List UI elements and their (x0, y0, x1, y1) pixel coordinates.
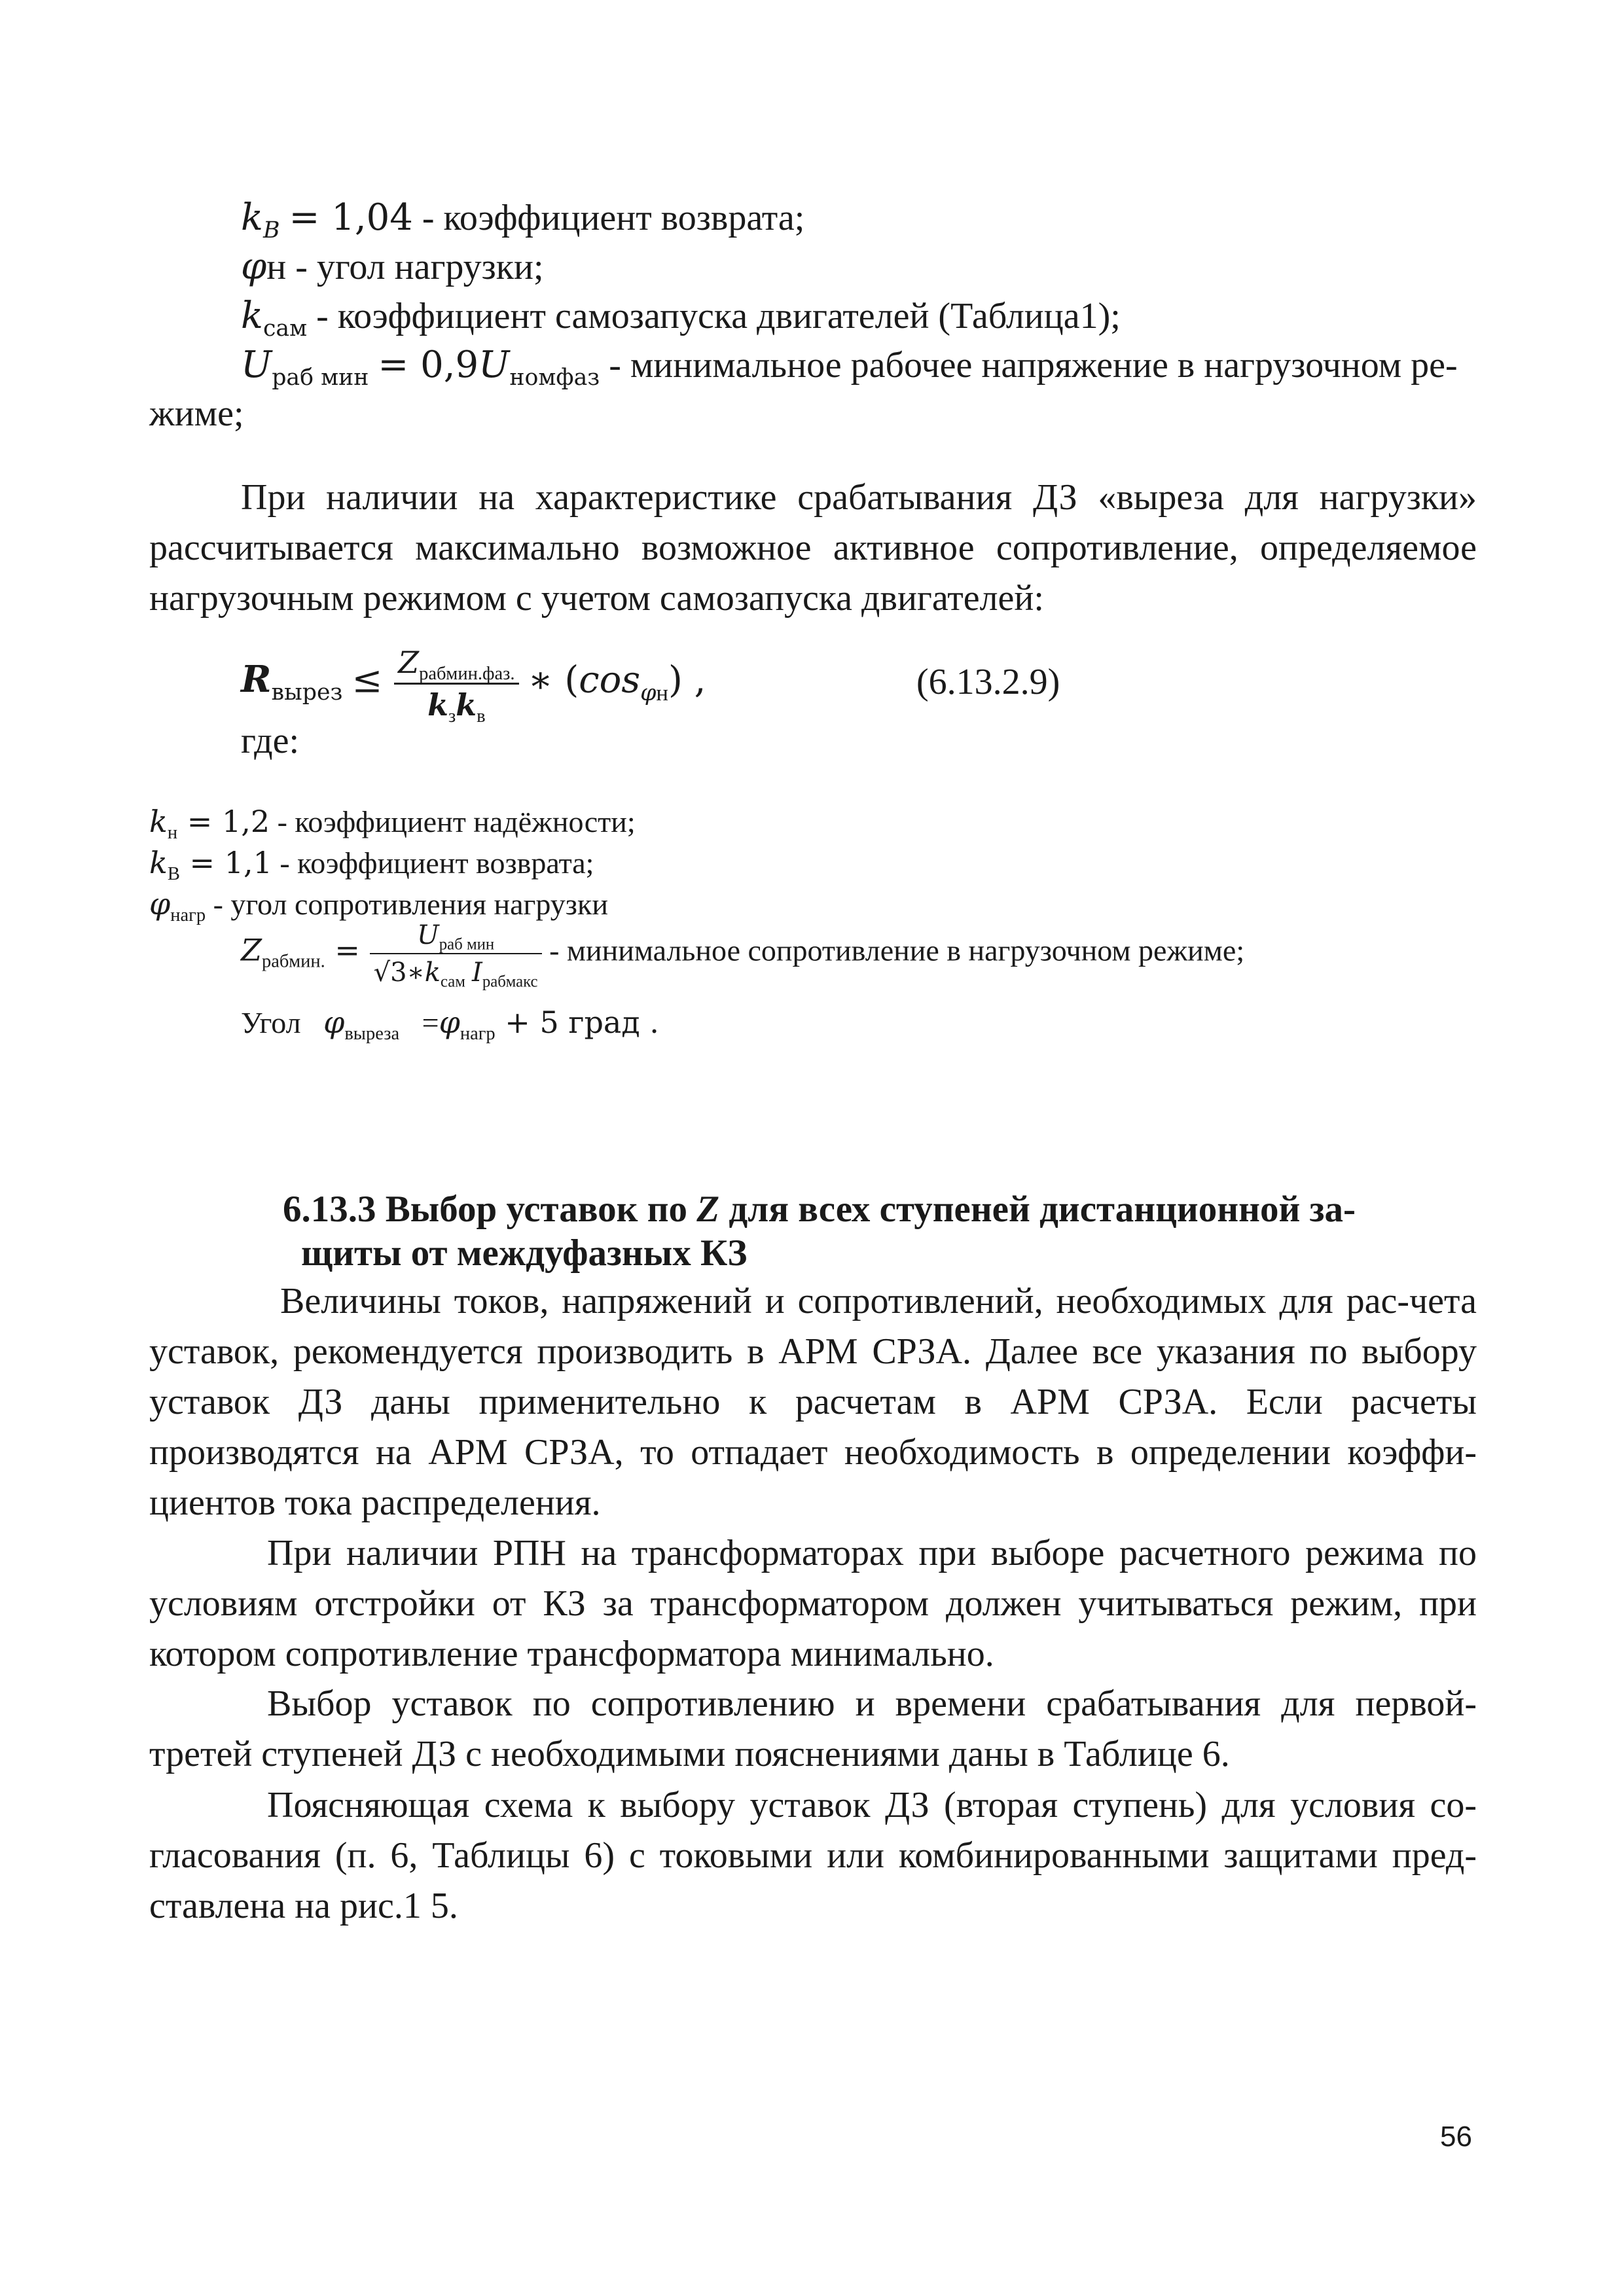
z-min-fraction: $\frac{U_{раб мин}}{√3∗k_{сам} I_{рабмакс}}$ (370, 920, 542, 988)
u-value: 0,9 (420, 344, 479, 386)
def-z-min: $Z_{рабмин.}$ = $\frac{U_{раб мин}}{√3∗k_{сам} I_{рабмакс}}$ - минимальное сопротивление в нагрузочном режиме; (241, 920, 1245, 991)
section-paragraph-1: Величины токов, напряжений и сопротивлений, необходимых для рас-чета уставок, рекомендуется производить в АРМ СРЗА. Далее все указания по выбору уставок ДЗ даны применительно к расчетам в АРМ СРЗА. Если расчеты производятся на АРМ СРЗА, то отпадает необходимость в определении коэффи-циентов тока распределения. (149, 1281, 1477, 1523)
u-desc: - минимальное рабочее напряжение в нагрузочном ре- (600, 345, 1458, 386)
intro-paragraph: При наличии на характеристике срабатывания ДЗ «выреза для нагрузки» рассчитывается максимально возможное активное сопротивление, определяемое нагрузочным режимом с учетом самозапуска двигателей: (149, 477, 1477, 619)
formula-fraction: $\frac{Z_{рабмин.фаз.}}{k_зk_в}$ (394, 645, 518, 723)
def-kv: $k_В = 1,1$ - коэффициент возврата; (149, 845, 594, 884)
phi-desc: - угол нагрузки; (286, 247, 544, 287)
formula-where: где: (241, 721, 300, 761)
def-kb: $k_B = 1,04$ - коэффициент возврата; (241, 196, 805, 244)
kb-desc: - коэффициент возврата; (412, 198, 805, 238)
def-phi: φн - угол нагрузки; (241, 245, 544, 288)
kb-symbol: $k_B$ (241, 196, 280, 244)
def-ksam (241, 295, 1121, 342)
kb-value: 1,04 (331, 196, 413, 239)
section-paragraph-4: Поясняющая схема к выбору уставок ДЗ (вторая ступень) для условия со-гласования (п. 6, Таблицы 6) с токовыми или комбинированными защитами пред-ставлена на рис.1 5. (149, 1785, 1477, 1926)
formula-r-symbol: $R_{вырез}$ (241, 658, 343, 706)
def-u-cont: жиме; (149, 393, 244, 434)
u-symbol: $U_{раб мин}$ (241, 344, 369, 391)
section-paragraph-2: При наличии РПН на трансформаторах при выборе расчетного режима по условиям отстройки от КЗ за трансформатором должен учитываться режим, при котором сопротивление трансформатора минимально. (149, 1533, 1477, 1674)
ksam-symbol: $k_{сам}$ (241, 295, 308, 342)
def-phi-load: $\varphi_{нагр}$ - угол сопротивления нагрузки (149, 886, 608, 925)
def-angle: Угол $\varphi_{выреза} =\varphi_{нагр} + 5$ град . (241, 1005, 659, 1044)
page-number: 56 (1440, 2121, 1472, 2153)
formula-number: (6.13.2.9) (916, 662, 1060, 702)
section-paragraph-3: Выбор уставок по сопротивлению и времени срабатывания для первой-третей ступеней ДЗ с необходимыми пояснениями даны в Таблице 6. (149, 1683, 1477, 1774)
ksam-desc: - коэффициент самозапуска двигателей (Таблица1); (307, 296, 1121, 336)
section-heading-line1: 6.13.3 Выбор уставок по Z для всех ступеней дистанционной за- (283, 1189, 1356, 1230)
def-u: $U_{раб мин} = 0,9U_{номфаз}$ - минимальное рабочее напряжение в нагрузочном ре- (241, 344, 1458, 391)
def-kn: $k_н = 1,2$ - коэффициент надёжности; (149, 804, 636, 843)
section-heading-line2: щиты от междуфазных КЗ (301, 1232, 748, 1274)
formula-r-cut: $R_{вырез}$ ≤ $\frac{Z_{рабмин.фаз.}}{k_зk_в}$ ∗ $(\cos_{\varphi н})$ , (241, 645, 706, 726)
phi-symbol: φ (241, 245, 267, 288)
